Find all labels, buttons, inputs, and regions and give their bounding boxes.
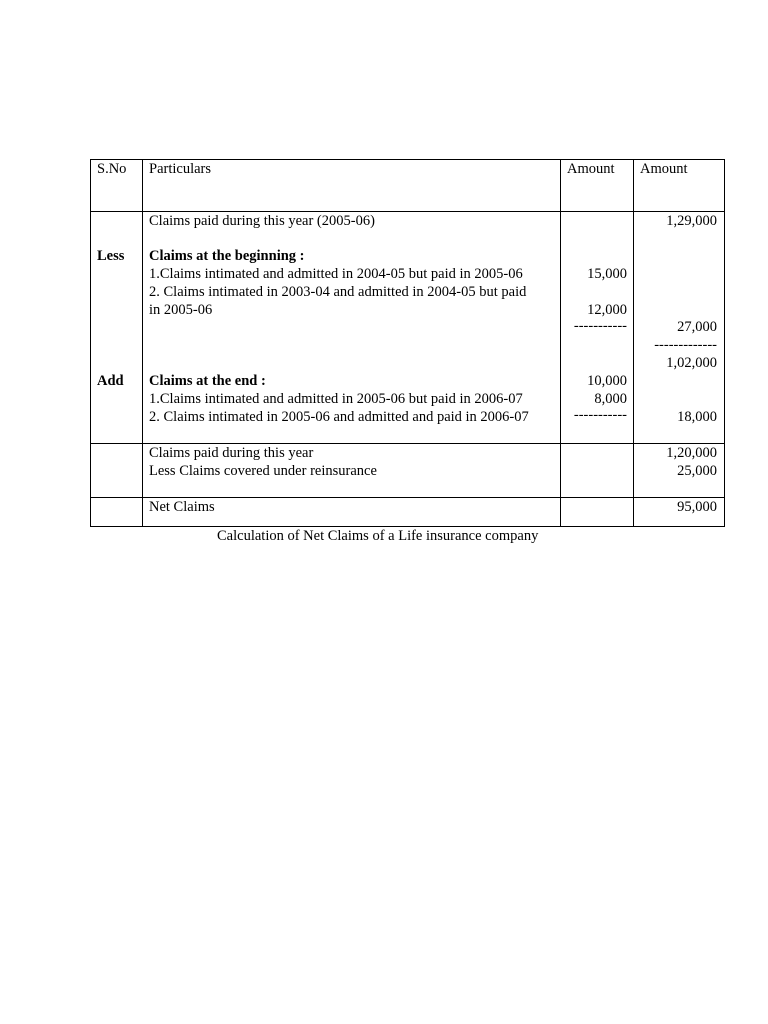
column-divider-sno bbox=[142, 159, 143, 527]
claims-end-heading: Claims at the end : bbox=[149, 373, 266, 389]
claims-paid-2005-06: Claims paid during this year (2005-06) bbox=[149, 213, 375, 229]
claims-paid-this-year-amount: 1,20,000 bbox=[666, 445, 717, 461]
less-label: Less bbox=[97, 248, 125, 264]
net-claims-amount: 95,000 bbox=[677, 499, 717, 515]
claims-paid-this-year: Claims paid during this year bbox=[149, 445, 314, 461]
table-caption: Calculation of Net Claims of a Life insurance company bbox=[217, 528, 539, 544]
beginning-total-amount: 27,000 bbox=[677, 319, 717, 335]
reinsurance-claims: Less Claims covered under reinsurance bbox=[149, 463, 377, 479]
header-particulars: Particulars bbox=[149, 161, 212, 177]
beginning-item-1: 1.Claims intimated and admitted in 2004-05 but paid in 2005-06 bbox=[149, 266, 523, 282]
beginning-item-1-amount: 15,000 bbox=[587, 266, 627, 282]
dash-line-amount-3: ----------- bbox=[573, 407, 627, 423]
add-label: Add bbox=[97, 373, 124, 389]
reinsurance-claims-amount: 25,000 bbox=[677, 463, 717, 479]
end-item-1-amount: 10,000 bbox=[587, 373, 627, 389]
end-item-1: 1.Claims intimated and admitted in 2005-06 but paid in 2006-07 bbox=[149, 391, 523, 407]
end-item-2: 2. Claims intimated in 2005-06 and admitted and paid in 2006-07 bbox=[149, 409, 529, 425]
end-total-amount: 18,000 bbox=[677, 409, 717, 425]
beginning-item-2-line2: in 2005-06 bbox=[149, 302, 213, 318]
subtotal-amount: 1,02,000 bbox=[666, 355, 717, 371]
net-claims-label: Net Claims bbox=[149, 499, 215, 515]
end-item-2-amount: 8,000 bbox=[594, 391, 627, 407]
claims-paid-2005-06-amount: 1,29,000 bbox=[666, 213, 717, 229]
header-amount-1: Amount bbox=[567, 161, 615, 177]
claims-beginning-heading: Claims at the beginning : bbox=[149, 248, 305, 264]
column-divider-particulars bbox=[560, 159, 561, 527]
dash-line-amount-1: ----------- bbox=[573, 318, 627, 334]
beginning-item-2-amount: 12,000 bbox=[587, 302, 627, 318]
table-border-left bbox=[90, 159, 91, 527]
header-sno: S.No bbox=[97, 161, 127, 177]
beginning-item-2-line1: 2. Claims intimated in 2003-04 and admitted in 2004-05 but paid bbox=[149, 284, 527, 300]
header-amount-2: Amount bbox=[640, 161, 688, 177]
table-border-right bbox=[724, 159, 725, 527]
dash-line-amount-2: ------------- bbox=[654, 337, 717, 353]
column-divider-amount bbox=[633, 159, 634, 527]
